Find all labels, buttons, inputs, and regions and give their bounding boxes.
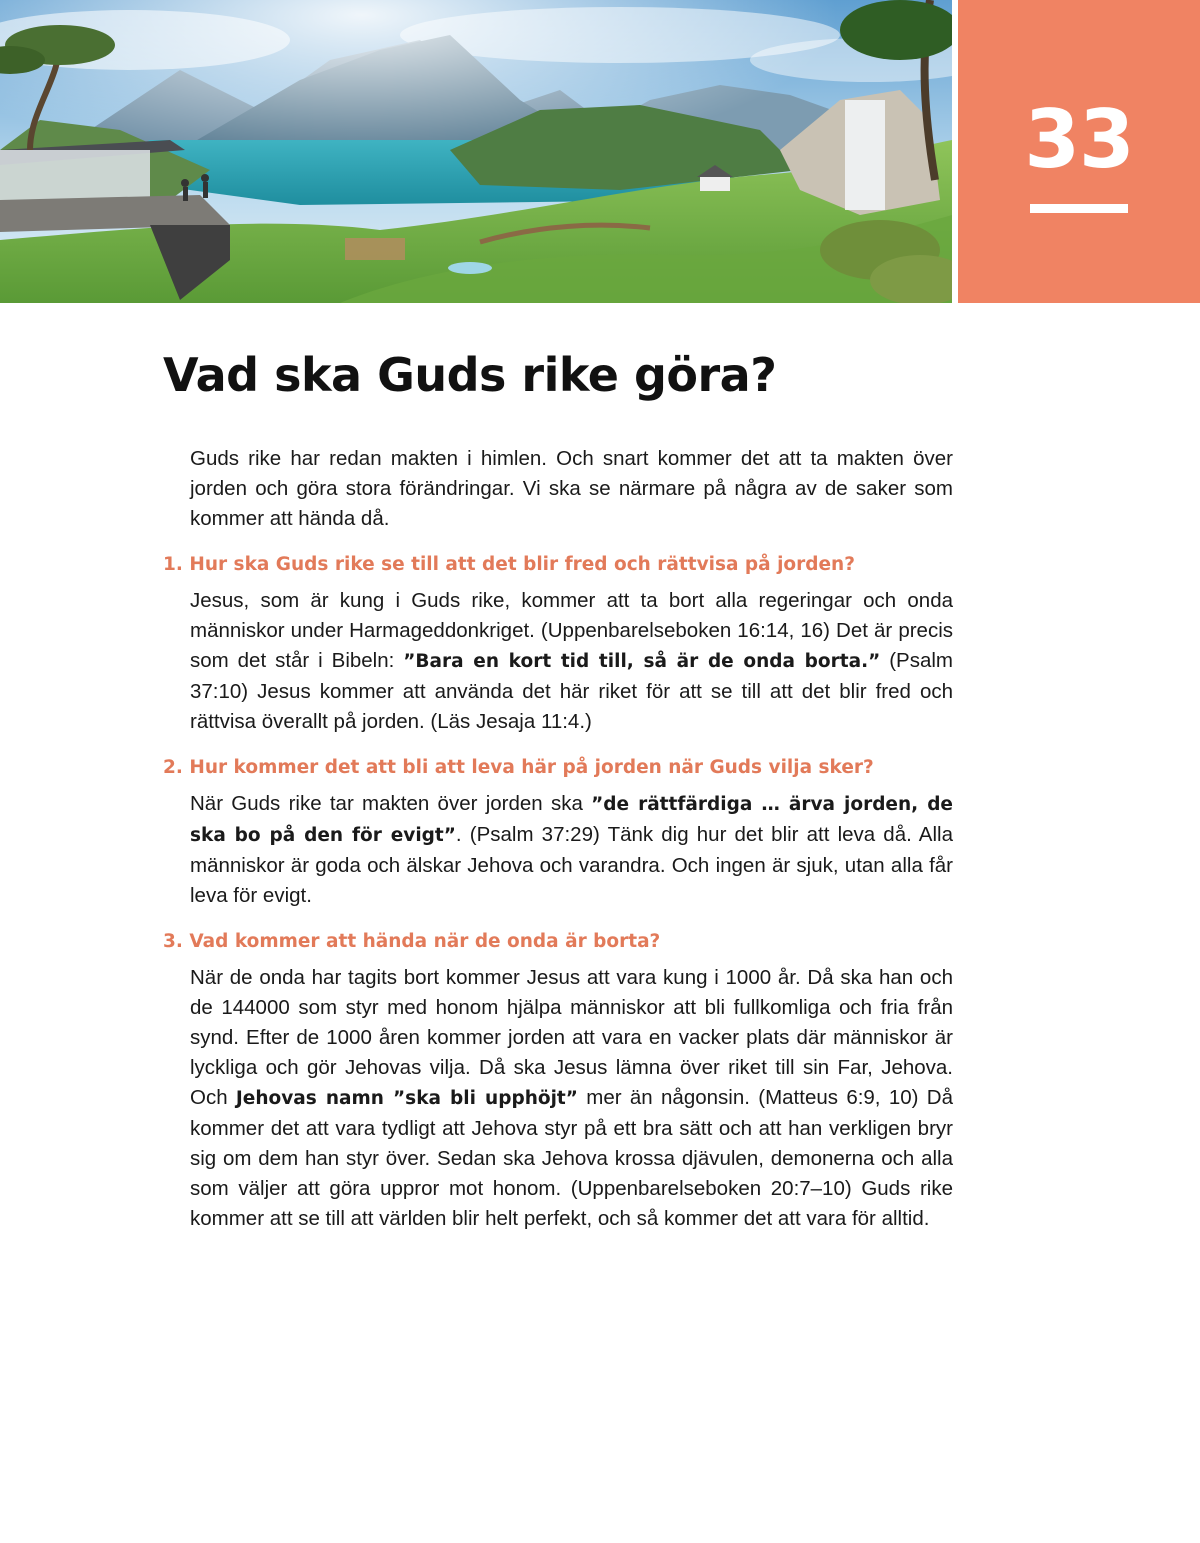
paradise-landscape-image	[0, 0, 952, 303]
answer-3-quote: Jehovas namn ”ska bli upphöjt”	[235, 1088, 578, 1109]
answer-2-paragraph	[190, 789, 953, 911]
question-3: 3. Vad kommer att hända när de onda är borta?	[163, 931, 661, 952]
page-title: Vad ska Guds rike göra?	[163, 348, 777, 402]
question-1: 1. Hur ska Guds rike se till att det blir fred och rättvisa på jorden?	[163, 554, 855, 575]
hero-illustration	[0, 0, 952, 303]
intro-paragraph: Guds rike har redan makten i himlen. Och snart kommer det att ta makten över jorden och göra stora förändringar. Vi ska se närmare på några av de saker som kommer att hända då.	[190, 447, 953, 530]
answer-3-text: När de onda har tagits bort kommer Jesus att vara kung i 1000 år. Då ska han och de 144000 som styr med honom hjälpa människor att bli fullkomliga och fria från synd. Efter de 1000 åren kommer jorden att vara en vacker plats där människor är lyckliga och gör Jehovas vilja. Då ska Jesus lämna över riket till sin Far, Jehova. Och	[190, 966, 953, 1109]
lesson-number-underline	[1030, 204, 1128, 213]
lesson-content	[163, 444, 953, 1234]
answer-1-quote: ”Bara en kort tid till, så är de onda borta.”	[403, 651, 881, 672]
answer-2-text-end: . (Psalm 37:29) Tänk dig hur det blir att leva då. Alla människor är goda och älskar Jehova och varandra. Och ingen är sjuk, utan alla får leva för evigt.	[190, 823, 953, 907]
answer-1-text-end: (Psalm 37:10) Jesus kommer att använda det här riket för att se till att det blir fred och rättvisa överallt på jorden. (Läs Jesaja 11:4.)	[190, 649, 953, 733]
answer-3-paragraph	[190, 963, 953, 1234]
answer-3-text-end: mer än någonsin. (Matteus 6:9, 10) Då kommer det att vara tydligt att Jehova styr på ett bra sätt och att han verkligen bryr sig om dem han styr över. Sedan ska Jehova krossa djävulen, demonerna och alla som väljer att göra uppror mot honom. (Uppenbarelseboken 20:7–10) Guds rike kommer att se till att världen blir helt perfekt, och så kommer det att vara för alltid.	[190, 1086, 953, 1230]
answer-2-quote: ”de rättfärdiga … ärva jorden, de ska bo på den för evigt”	[190, 794, 953, 846]
question-2: 2. Hur kommer det att bli att leva här på jorden när Guds vilja sker?	[163, 757, 874, 778]
answer-1-text: Jesus, som är kung i Guds rike, kommer att ta bort alla regeringar och onda människor under Harmageddonkriget. (Uppenbarelseboken 16:14, 16) Det är precis som det står i Bibeln:	[190, 589, 953, 672]
lesson-number: 33	[1024, 93, 1134, 186]
lesson-number-box	[958, 0, 1200, 303]
answer-1-paragraph	[190, 586, 953, 737]
answer-2-text: När Guds rike tar makten över jorden ska	[190, 792, 592, 815]
